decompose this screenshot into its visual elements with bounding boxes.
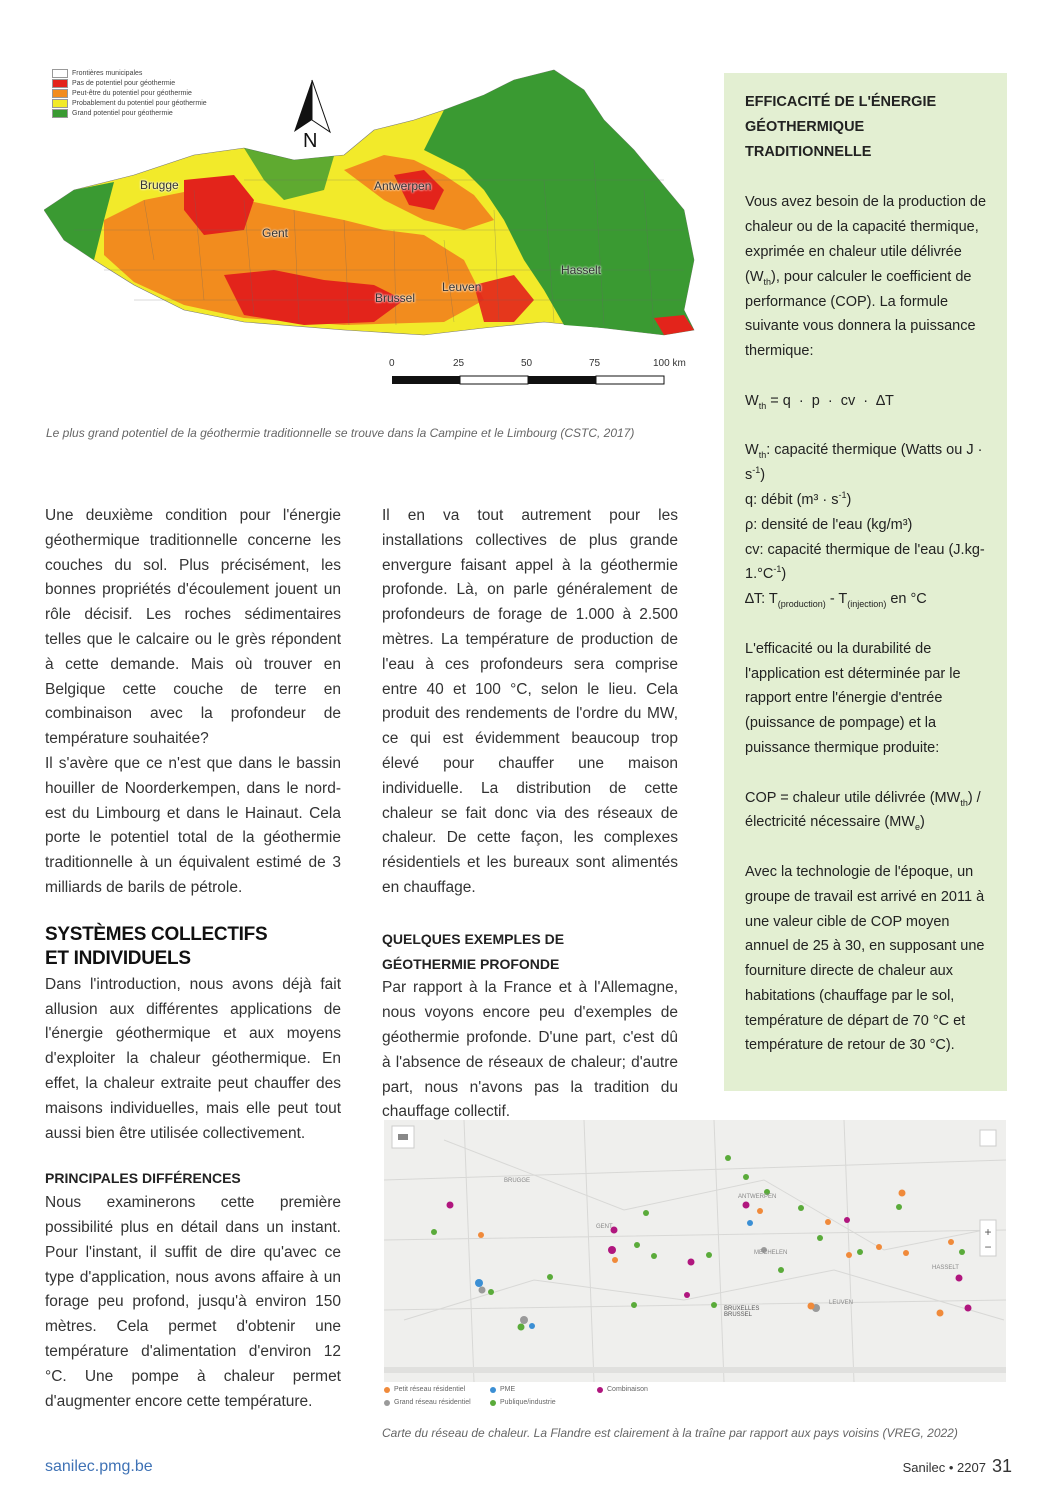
legend-item: Pas de potentiel pour géothermie (52, 79, 175, 88)
map2-legend-item: Publique/industrie (490, 1399, 556, 1406)
cop-formula: COP = chaleur utile délivrée $(MW_{th})$ / électricité nécessaire $(MW_e)$ (745, 789, 981, 833)
legend-item: Peut-être du potentiel pour géothermie (52, 89, 192, 98)
subsection-heading: PRINCIPALES DIFFÉRENCES (45, 1170, 241, 1187)
paragraph: Par rapport à la France et à l'Allemagne, nous voyons encore peu d'exemples de géothermie profonde. D'une part, c'est dû à l'absence de réseaux de chaleur; d'autre part, nous n'avons pas la tradition du chauffage collectif. (382, 979, 678, 1121)
heat-network-map-svg (384, 1120, 1006, 1382)
issue-label: Sanilec • 2207 (902, 1460, 986, 1475)
scale-tick: 50 (521, 358, 533, 369)
scale-tick: 0 (389, 358, 395, 369)
city-label: LEUVEN (829, 1300, 854, 1306)
svg-text:−: − (984, 1240, 992, 1254)
geothermal-potential-map (44, 60, 704, 390)
legend-item: Probablement du potentiel pour géothermie (52, 99, 207, 108)
map2-legend-item: Petit réseau résidentiel (384, 1386, 465, 1393)
definition-item: cv: capacité thermique de l'eau $(J.kg-1.^\circ C^{-1})$ (745, 541, 985, 583)
map2-legend-item: Combinaison (597, 1386, 648, 1393)
map2-legend-item: PME (490, 1386, 515, 1393)
subsection-heading: QUELQUES EXEMPLES DE GÉOTHERMIE PROFONDE (382, 930, 565, 972)
map1-caption: Le plus grand potentiel de la géothermie traditionnelle se trouve dans la Campine et le Limbourg (CSTC, 2017) (46, 426, 635, 440)
city-label: Gent (262, 226, 289, 240)
article-column-1 (45, 504, 341, 1414)
city-label: Leuven (442, 280, 482, 294)
article-column-2 (382, 504, 678, 1125)
city-label: BRUGGE (504, 1178, 531, 1184)
paragraph: Nous examinerons cette première possibilité plus en détail dans un instant. Pour l'instant, il suffit de dire qu'avec ce type d'application, nous avons affaire à un forage peu profond, jusqu'à environ 150 mètres. Cela permet d'obtenir une température d'alimentation d'environ 12 °C. Une pompe à chaleur permet d'augmenter encore cette température. (45, 1194, 341, 1410)
definition-item: ρ: densité de l'eau (kg/m³) (745, 516, 913, 533)
city-label: Brugge (140, 178, 179, 192)
sidebar-paragraph: Vous avez besoin de la production de chaleur ou de la capacité thermique, exprimée en chaleur utile délivrée $(W_{th})$, pour calculer le coefficient de performance (COP). La formule suivante vous donnera la puissance thermique: (745, 194, 987, 360)
city-label: GENT (596, 1224, 613, 1230)
definition-item: ∆T: $T_{(production)} - T_{(injection)}$ en °C (745, 591, 927, 610)
north-arrow-icon (294, 80, 330, 132)
thermal-formula: $W_{th} = q \cdot p$ · cv · ∆T (745, 392, 894, 411)
city-label: MECHELEN (754, 1250, 788, 1256)
city-label: Brussel (375, 291, 416, 305)
paragraph: Il en va tout autrement pour les installations collectives de plus grande envergure faisant appel à la géothermie profonde. Là, on parle généralement de profondeurs de forage de 1.000 à 2.500 mètres. La température de production de l'eau à ces profondeurs sera comprise entre 40 et 100 °C, selon le lieu. Cela produit des rendements de l'ordre du MW, ce qui est évidemment beaucoup trop élevé pour chauffer une maison individuelle. La distribution de cette chaleur se fait donc via des réseaux de chaleur. De cette façon, les complexes résidentiels et les bureaux sont alimentés en chauffage. (382, 507, 678, 896)
formula-definitions (745, 438, 993, 612)
city-label: Hasselt (561, 263, 602, 277)
city-label: HASSELT (932, 1265, 959, 1271)
city-label: Antwerpen (374, 179, 432, 193)
efficiency-sidebar (724, 73, 1007, 1091)
sidebar-title: EFFICACITÉ DE L'ÉNERGIE GÉOTHERMIQUE TRADITIONNELLE (745, 94, 937, 160)
section-heading: SYSTÈMES COLLECTIFS ET INDIVIDUELS (45, 923, 268, 969)
page-number: 31 (991, 1456, 1012, 1476)
legend-item: Frontières municipales (52, 69, 142, 78)
paragraph: Dans l'introduction, nous avons déjà fait allusion aux différentes applications de l'énergie géothermique et aux moyens d'exploiter la chaleur géothermique. En effet, la chaleur extraite peut chauffer des maisons individuelles, mais elle peut tout aussi bien être utilisée collectivement. (45, 975, 341, 1142)
scale-tick: 100 km (653, 358, 686, 369)
definition-item: q: débit $(m^3 \cdot s^{-1})$ (745, 490, 852, 508)
paragraph: Une deuxième condition pour l'énergie géothermique traditionnelle concerne les couches du sol. Plus précisément, les bonnes propriétés d'écoulement jouent un rôle décisif. Les roches sédimentaires telles que le calcaire ou le grès répondent à cette demande. Mais où trouver en Belgique cette couche de terre en combinaison avec la profondeur de température souhaitée? (45, 507, 341, 748)
definition-item: $W_{th}$: capacité thermique (Watts ou $J \cdot s^{-1}$) (745, 442, 983, 484)
website-link[interactable]: sanilec.pmg.be (45, 1458, 153, 1475)
paragraph: Il s'avère que ce n'est que dans le bassin houiller de Noorderkempen, dans le nord-est du Limbourg et dans le Hainaut. Cela porte le potentiel total de la géothermie traditionnelle à un équivalent estimé de 3 milliards de barils de pétrole. (45, 754, 341, 896)
city-label: ANTWERPEN (738, 1194, 777, 1200)
city-label: BRUXELLES BRUSSEL (724, 1306, 760, 1318)
scale-bar (392, 376, 664, 384)
north-label: N (303, 130, 318, 152)
legend-item: Grand potentiel pour géothermie (52, 109, 173, 118)
sidebar-paragraph: L'efficacité ou la durabilité de l'application est déterminée par le rapport entre l'énergie d'entrée (puissance de pompage) et la puissance thermique produite: (745, 640, 961, 756)
sidebar-paragraph: Avec la technologie de l'époque, un groupe de travail est arrivé en 2011 à une valeur cible de COP moyen annuel de 25 à 30, en supposant une fourniture directe de chaleur aux habitations (chauffage par le sol, température de départ de 70 °C et température de retour de 30 °C). (745, 863, 985, 1054)
heat-network-map (384, 1120, 1006, 1382)
scale-tick: 75 (589, 358, 601, 369)
scale-tick: 25 (453, 358, 465, 369)
page-footer (903, 1456, 1012, 1477)
map2-legend-item: Grand réseau résidentiel (384, 1399, 471, 1406)
svg-text:+: + (984, 1225, 992, 1239)
layers-icon[interactable] (392, 1126, 414, 1148)
map2-caption: Carte du réseau de chaleur. La Flandre est clairement à la traîne par rapport aux pays voisins (VREG, 2022) (382, 1426, 958, 1440)
